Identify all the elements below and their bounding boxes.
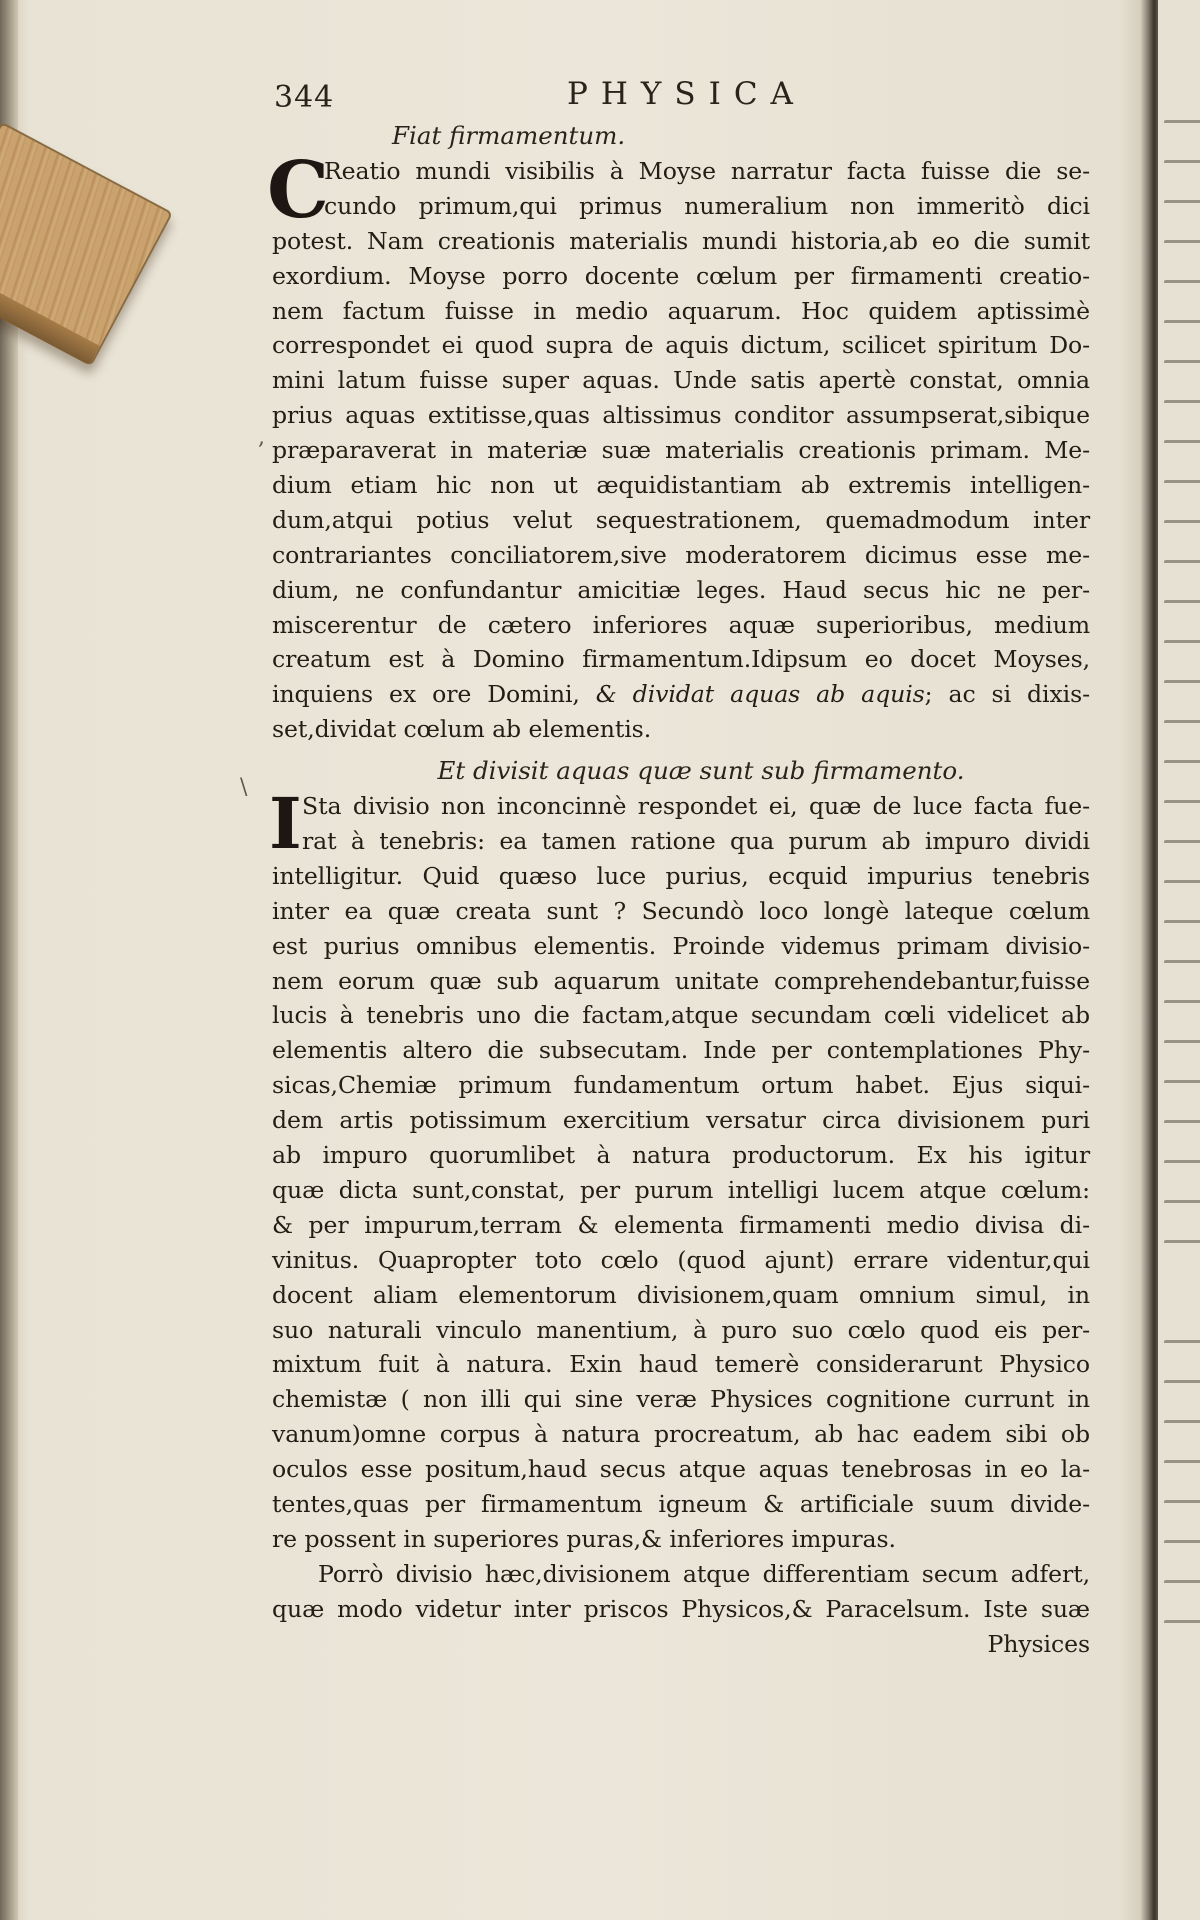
text-line: dem artis potissimum exercitium versatur circa divisionem puri (272, 1106, 1090, 1135)
bleed-text-line (1164, 240, 1200, 253)
catchword: Physices (987, 1629, 1090, 1658)
text-line: vinitus. Quapropter toto cœlo (quod ajunt) errare videntur,qui (272, 1245, 1090, 1274)
text-line: inter ea quæ creata sunt ? Secundò loco longè lateque cœlum (272, 896, 1090, 925)
book-gutter-shadow (1140, 0, 1158, 1920)
bleed-text-line (1164, 560, 1200, 573)
text-line: quæ dicta sunt,constat, per purum intelligi lucem atque cœlum: (272, 1175, 1090, 1204)
text-line: set,dividat cœlum ab elementis. (272, 715, 652, 744)
bleed-text-line (1164, 400, 1200, 413)
text-line: prius aquas extitisse,quas altissimus conditor assumpserat,sibique (272, 401, 1090, 430)
bleed-text-line (1164, 1340, 1200, 1353)
bleed-text-line (1164, 1240, 1200, 1253)
bleed-text-line (1164, 1200, 1200, 1213)
text-line: re possent in superiores puras,& inferiores impuras. (272, 1524, 896, 1553)
text-line: chemistæ ( non illi qui sine veræ Physices cognitione currunt in (272, 1385, 1090, 1414)
bleed-text-line (1164, 920, 1200, 933)
text-line: elementis altero die subsecutam. Inde per contemplationes Phy- (272, 1036, 1090, 1065)
text-line: vanum)omne corpus à natura procreatum, ab hac eadem sibi ob (272, 1420, 1090, 1449)
bleed-text-line (1164, 1540, 1200, 1553)
bleed-text-line (1164, 640, 1200, 653)
bleed-text-line (1164, 1160, 1200, 1173)
bleed-text-line (1164, 200, 1200, 213)
text-line: dium, ne confundantur amicitiæ leges. Haud secus hic ne per- (272, 575, 1090, 604)
page-header (272, 74, 1090, 118)
page-number: 344 (274, 80, 335, 115)
text-line: exordium. Moyse porro docente cœlum per firmamenti creatio- (272, 261, 1090, 290)
text-line: Reatio mundi visibilis à Moyse narratur facta fuisse die se- (324, 157, 1090, 185)
bleed-text-line (1164, 680, 1200, 693)
text-line: dum,atqui potius velut sequestrationem, quemadmodum inter (272, 505, 1090, 534)
bleed-text-line (1164, 840, 1200, 853)
text-line: quæ modo videtur inter priscos Physicos,& Paracelsum. Iste suæ (272, 1594, 1090, 1623)
section-heading: Fiat firmamentum. (392, 121, 626, 150)
text-line: cundo primum,qui primus numeralium non immeritò dici (324, 191, 1090, 220)
bleed-text-line (1164, 280, 1200, 293)
text-fragment: inquiens ex ore Domini, (272, 680, 596, 709)
bleed-text-line (1164, 800, 1200, 813)
text-line: sicas,Chemiæ primum fundamentum ortum habet. Ejus siqui- (272, 1071, 1090, 1100)
text-line: mixtum fuit à natura. Exin haud temerè considerarunt Physico (272, 1350, 1090, 1379)
bleed-text-line (1164, 1580, 1200, 1593)
text-line: tentes,quas per firmamentum igneum & artificiale suum divide- (272, 1489, 1090, 1518)
bleed-text-line (1164, 1620, 1200, 1633)
bleed-text-line (1164, 1500, 1200, 1513)
text-line: suo naturali vinculo manentium, à puro suo cœlo quod eis per- (272, 1315, 1090, 1344)
bleed-text-line (1164, 1420, 1200, 1433)
text-line: potest. Nam creationis materialis mundi historia,ab eo die sumit (272, 226, 1090, 255)
text-line: contrariantes conciliatorem,sive moderatorem dicimus esse me- (272, 540, 1090, 569)
text-line: est purius omnibus elementis. Proinde videmus primam divisio- (272, 931, 1090, 960)
text-line: oculos esse positum,haud secus atque aquas tenebrosas in eo la- (272, 1455, 1090, 1484)
text-line: Sta divisio non inconcinnè respondet ei, quæ de luce facta fue- (302, 792, 1090, 821)
bleed-text-line (1164, 360, 1200, 373)
text-line: Porrò divisio hæc,divisionem atque differentiam secum adfert, (318, 1559, 1090, 1588)
bleed-text-line (1164, 1380, 1200, 1393)
text-line: rat à tenebris: ea tamen ratione qua purum ab impuro dividi (302, 827, 1090, 856)
drop-cap: C (267, 145, 330, 236)
bleed-text-line (1164, 480, 1200, 493)
bleed-text-line (1164, 880, 1200, 893)
bleed-text-line (1164, 1120, 1200, 1133)
facing-page-bleed (1158, 0, 1200, 1920)
bleed-text-line (1164, 600, 1200, 613)
text-line: creatum est à Domino firmamentum.Idipsum eo docet Moyses, (272, 645, 1090, 674)
text-line: præparaverat in materiæ suæ materialis creationis primam. Me- (272, 436, 1090, 465)
wooden-page-clip (0, 122, 173, 367)
bleed-text-line (1164, 1460, 1200, 1473)
text-line: mini latum fuisse super aquas. Unde satis apertè constat, omnia (272, 366, 1090, 395)
text-line: intelligitur. Quid quæso luce purius, ecquid impurius tenebris (272, 861, 1090, 890)
text-line: & per impurum,terram & elementa firmamenti medio divisa di- (272, 1210, 1090, 1239)
bleed-text-line (1164, 320, 1200, 333)
bleed-text-line (1164, 1000, 1200, 1013)
bleed-text-line (1164, 120, 1200, 133)
bleed-text-line (1164, 720, 1200, 733)
text-line: ab impuro quorumlibet à natura productorum. Ex his igitur (272, 1141, 1090, 1170)
margin-mark: \ (240, 775, 248, 800)
text-line: nem factum fuisse in medio aquarum. Hoc quidem aptissimè (272, 296, 1090, 325)
bleed-text-line (1164, 520, 1200, 533)
text-line: correspondet ei quod supra de aquis dictum, scilicet spiritum Do- (272, 331, 1090, 360)
text-block (267, 74, 1090, 1661)
text-line: docent aliam elementorum divisionem,quam omnium simul, in (272, 1280, 1090, 1309)
section-heading: Et divisit aquas quæ sunt sub firmamento. (437, 756, 965, 786)
text-line-with-quote (272, 677, 1090, 712)
bleed-text-line (1164, 960, 1200, 973)
drop-cap: I (269, 782, 302, 866)
paragraph-divisit (269, 782, 1090, 1557)
margin-mark: , (258, 425, 265, 450)
text-line: dium etiam hic non ut æquidistantiam ab extremis intelligen- (272, 471, 1090, 500)
text-line: lucis à tenebris uno die factam,atque secundam cœli videlicet ab (272, 1001, 1090, 1030)
bleed-text-line (1164, 1040, 1200, 1053)
text-line: nem eorum quæ sub aquarum unitate comprehendebantur,fuisse (272, 966, 1090, 995)
italic-quote: & dividat aquas ab aquis (595, 680, 925, 709)
bleed-text-line (1164, 760, 1200, 773)
paragraph-firmamentum (267, 145, 1090, 747)
paragraph-porro (272, 1557, 1090, 1662)
running-title: PHYSICA (567, 76, 806, 112)
bleed-text-line (1164, 440, 1200, 453)
text-fragment: ; ac si dixis- (924, 680, 1090, 709)
text-line: miscerentur de cætero inferiores aquæ superioribus, medium (272, 610, 1090, 639)
bleed-text-line (1164, 160, 1200, 173)
bleed-text-line (1164, 1080, 1200, 1093)
